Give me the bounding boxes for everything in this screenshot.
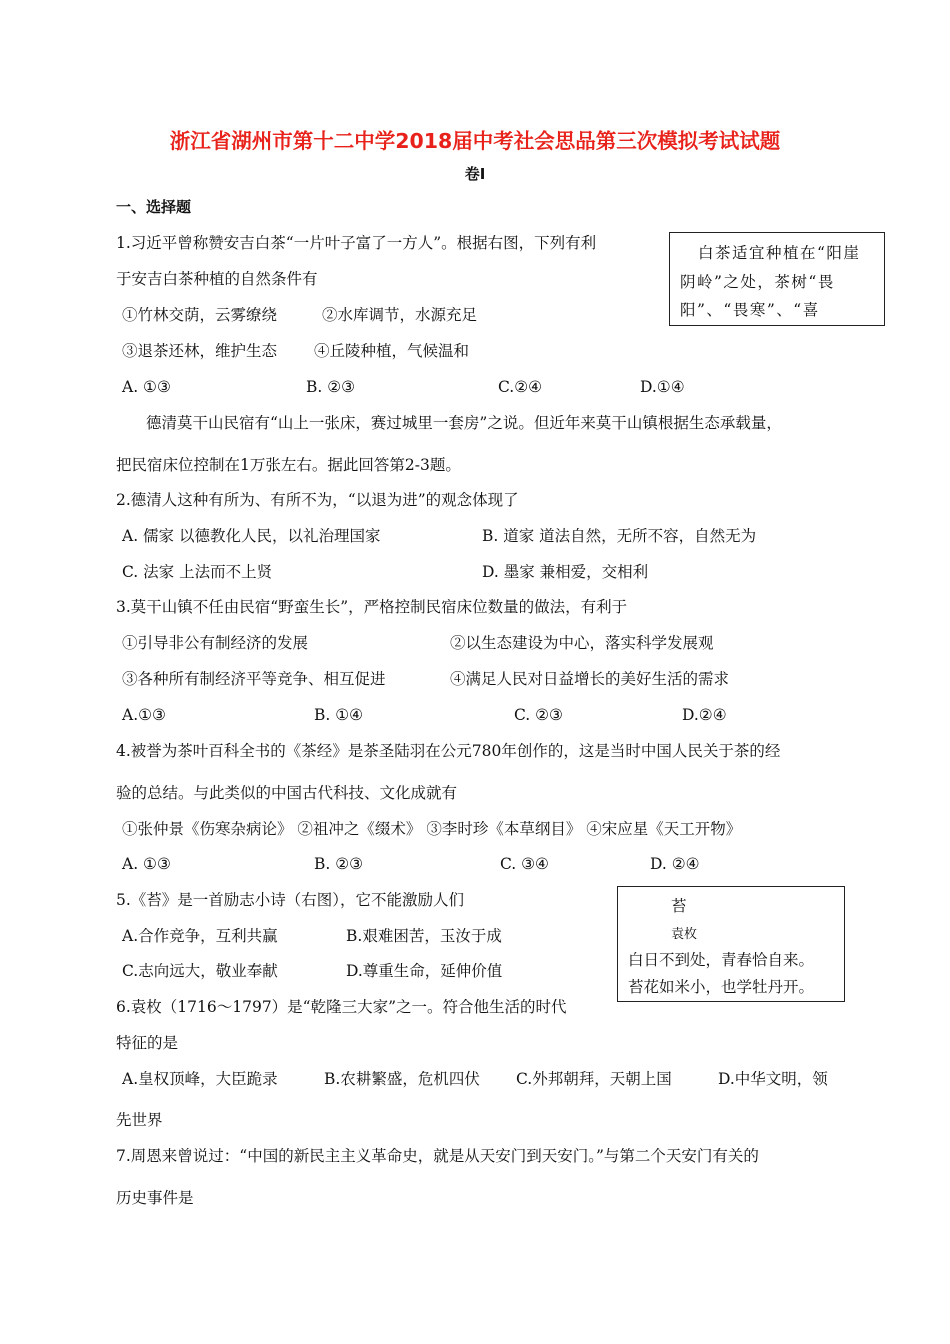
q2-option-b: B. 道家 道法自然，无所不容，自然无为 (482, 527, 757, 545)
q5-option-b: B.艰难困苦，玉汝于成 (346, 927, 502, 945)
q4-option-d: D. ②④ (650, 855, 700, 873)
q6-stem-line1: 6.袁枚（1716～1797）是“乾隆三大家”之一。符合他生活的时代 (116, 998, 567, 1016)
q1-stem-line1: 1.习近平曾称赞安吉白茶“一片叶子富了一方人”。根据右图，下列有利 (116, 234, 597, 252)
q4-stem-line2: 验的总结。与此类似的中国古代科技、文化成就有 (116, 784, 458, 802)
page-title: 浙江省湖州市第十二中学2018届中考社会思品第三次模拟考试试题 (169, 129, 781, 153)
q1-item-3: ③退茶还林，维护生态 (122, 342, 278, 360)
q3-item-3: ③各种所有制经济平等竞争、相互促进 (122, 670, 386, 688)
q3-option-a: A.①③ (122, 706, 166, 724)
q5-option-a: A.合作竞争，互利共赢 (122, 927, 278, 945)
q1-option-a: A. ①③ (122, 378, 171, 396)
q3-option-c: C. ②③ (514, 706, 563, 724)
q3-stem: 3.莫干山镇不任由民宿“野蛮生长”，严格控制民宿床位数量的做法，有利于 (116, 598, 628, 616)
q3-item-2: ②以生态建设为中心，落实科学发展观 (450, 634, 714, 652)
q3-option-b: B. ①④ (314, 706, 364, 724)
q6-option-d-cont: 先世界 (116, 1111, 163, 1129)
q2-option-a: A. 儒家 以德教化人民，以礼治理国家 (122, 527, 381, 545)
q1-stem-line2: 于安吉白茶种植的自然条件有 (116, 270, 318, 288)
q7-stem-line2: 历史事件是 (116, 1189, 194, 1207)
q3-option-d: D.②④ (682, 706, 727, 724)
q5-poem-box (617, 886, 845, 1002)
q6-option-b: B.农耕繁盛，危机四伏 (324, 1070, 480, 1088)
q6-option-a: A.皇权顶峰，大臣跪录 (122, 1070, 278, 1088)
q4-option-a: A. ①③ (122, 855, 171, 873)
q6-option-c: C.外邦朝拜，天朝上国 (516, 1070, 672, 1088)
q1-box-line3: 阳”、“畏寒”、“喜 (680, 301, 820, 319)
volume-label: 卷Ⅰ (464, 165, 486, 183)
q1-box-line1: 白茶适宜种植在“阳崖 (698, 244, 861, 262)
q6-option-d: D.中华文明，领 (718, 1070, 828, 1088)
q2-stem: 2.德清人这种有所为、有所不为，“以退为进”的观念体现了 (116, 491, 519, 509)
q4-option-c: C. ③④ (500, 855, 549, 873)
q1-item-2: ②水库调节，水源充足 (322, 306, 478, 324)
poem-line1: 白日不到处，青春恰自来。 (628, 951, 815, 969)
q3-item-4: ④满足人民对日益增长的美好生活的需求 (450, 670, 730, 688)
poem-title: 苔 (671, 897, 687, 915)
q1-item-4: ④丘陵种植，气候温和 (314, 342, 470, 360)
q1-box-line2: 阴岭”之处，茶树“畏 (680, 273, 835, 291)
passage-line1: 德清莫干山民宿有“山上一张床，赛过城里一套房”之说。但近年来莫干山镇根据生态承载量， (146, 414, 782, 432)
section-heading: 一、选择题 (116, 198, 192, 216)
q3-item-1: ①引导非公有制经济的发展 (122, 634, 309, 652)
q2-option-d: D. 墨家 兼相爱，交相利 (482, 563, 649, 581)
q2-option-c: C. 法家 上法而不上贤 (122, 563, 273, 581)
poem-line2: 苔花如米小，也学牡丹开。 (628, 978, 815, 996)
q4-option-b: B. ②③ (314, 855, 364, 873)
q4-items: ①张仲景《伤寒杂病论》 ②祖冲之《缀术》 ③李时珍《本草纲目》 ④宋应星《天工开物》 (122, 820, 742, 838)
q1-material-box (669, 232, 885, 326)
passage-line2: 把民宿床位控制在1万张左右。据此回答第2-3题。 (116, 456, 461, 474)
q6-stem-line2: 特征的是 (116, 1034, 179, 1052)
q1-option-b: B. ②③ (306, 378, 356, 396)
q7-stem-line1: 7.周恩来曾说过：“中国的新民主主义革命史，就是从天安门到天安门。”与第二个天安门有关的 (116, 1147, 759, 1165)
poem-author: 袁枚 (671, 927, 698, 942)
q4-stem-line1: 4.被誉为茶叶百科全书的《茶经》是茶圣陆羽在公元780年创作的，这是当时中国人民关于茶的经 (116, 742, 781, 760)
q1-option-c: C.②④ (498, 378, 543, 396)
q5-option-c: C.志向远大，敬业奉献 (122, 962, 278, 980)
q5-stem: 5.《苔》是一首励志小诗（右图），它不能激励人们 (116, 891, 465, 909)
q1-option-d: D.①④ (640, 378, 685, 396)
q5-option-d: D.尊重生命，延伸价值 (346, 962, 503, 980)
q1-item-1: ①竹林交荫，云雾缭绕 (122, 306, 278, 324)
